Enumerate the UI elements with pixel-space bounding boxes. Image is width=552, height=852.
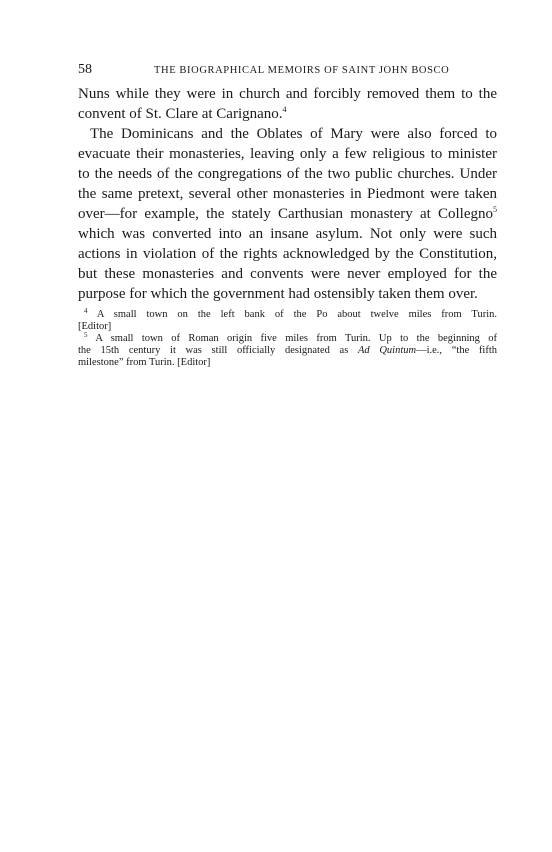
footnote-5-continuation xyxy=(78,345,497,357)
footnote-5-continuation: milestone” from Turin. [Editor] xyxy=(78,357,211,368)
text-line: actions in violation of the rights acknowledged by the Constitution, xyxy=(78,246,497,262)
text-line-content: over—for example, the stately Carthusian monastery at Collegno xyxy=(78,206,493,222)
text-line: but these monasteries and convents were never employed for the xyxy=(78,266,497,282)
text-line: evacuate their monasteries, leaving only a few religious to minister xyxy=(78,146,497,162)
footnote-reference: 5 xyxy=(493,205,497,214)
text-line: The Dominicans and the Oblates of Mary were also forced to xyxy=(90,126,497,142)
text-line: which was converted into an insane asylum. Not only were such xyxy=(78,226,497,242)
text-line-content: convent of St. Clare at Carignano. xyxy=(78,106,283,122)
book-page xyxy=(78,62,497,369)
text-line: Nuns while they were in church and forcibly removed them to the xyxy=(78,86,497,102)
footnote-reference: 4 xyxy=(282,105,287,114)
footnote-4-continuation: [Editor] xyxy=(78,321,112,332)
footnote-mark: 4 xyxy=(84,307,88,315)
text-line xyxy=(78,104,497,124)
page-number: 58 xyxy=(78,62,92,77)
footnote-text: A small town of Roman origin five miles from Turin. Up to the beginning of xyxy=(95,333,498,344)
running-head: THE BIOGRAPHICAL MEMOIRS OF SAINT JOHN BOSCO xyxy=(154,65,450,76)
body-text xyxy=(78,84,497,304)
text-line xyxy=(78,204,497,224)
footnote-mark: 5 xyxy=(84,331,88,339)
footnote-text: A small town on the left bank of the Po about twelve miles from Turin. xyxy=(96,309,497,320)
text-line: to the needs of the congregations of the two public churches. Under xyxy=(78,166,497,182)
footnote-4 xyxy=(78,309,497,321)
footnote-5 xyxy=(78,333,497,345)
footnote-text: —i.e., “the fifth xyxy=(416,345,497,356)
footnotes xyxy=(78,309,497,369)
text-line: purpose for which the government had ostensibly taken them over. xyxy=(78,286,478,302)
text-line: the same pretext, several other monasteries in Piedmont were taken xyxy=(78,186,497,202)
page-header xyxy=(78,62,497,84)
footnote-text: the 15th century it was still officially designated as xyxy=(78,345,358,356)
footnote-italic-term: Ad Quintum xyxy=(358,345,417,356)
